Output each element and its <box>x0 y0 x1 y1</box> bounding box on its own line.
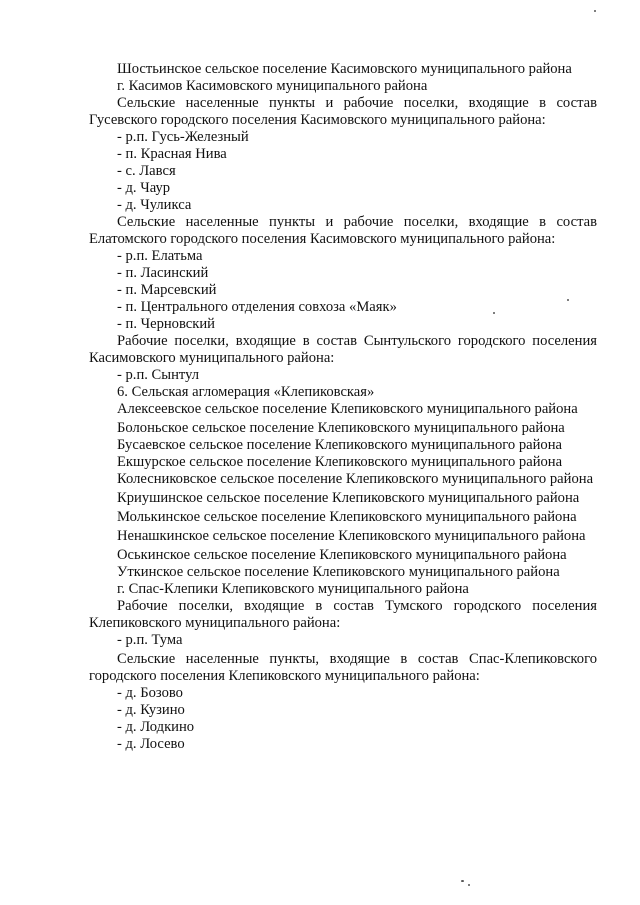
list-item: - д. Бозово <box>117 685 183 701</box>
doc-line: Молькинское сельское поселение Клепиковского муниципального района <box>117 509 577 525</box>
doc-line: Ненашкинское сельское поселение Клепиковского муниципального района <box>117 528 586 544</box>
doc-line: Рабочие поселки, входящие в состав Тумского городского поселения Клепиковского муниципального района: <box>89 598 597 631</box>
doc-line: г. Касимов Касимовского муниципального района <box>117 78 428 94</box>
list-item: - р.п. Гусь-Железный <box>117 129 249 145</box>
doc-line: Оськинское сельское поселение Клепиковского муниципального района <box>117 547 567 563</box>
list-item: - р.п. Сынтул <box>117 367 200 383</box>
scan-speck <box>468 884 470 886</box>
list-item: - п. Черновский <box>117 316 215 332</box>
doc-line: Шостьинское сельское поселение Касимовского муниципального района <box>117 61 572 77</box>
section-heading: 6. Сельская агломерация «Клепиковская» <box>117 384 375 400</box>
doc-line: Уткинское сельское поселение Клепиковского муниципального района <box>117 564 560 580</box>
list-item: - д. Чаур <box>117 180 171 196</box>
doc-line: Болоньское сельское поселение Клепиковского муниципального района <box>117 420 565 436</box>
list-item: - д. Чуликса <box>117 197 192 213</box>
doc-line: Бусаевское сельское поселение Клепиковского муниципального района <box>117 437 562 453</box>
scan-speck <box>567 299 569 301</box>
doc-line: Сельские населенные пункты и рабочие поселки, входящие в состав Гусевского городского поселения Касимовского муниципального района: <box>89 95 597 128</box>
list-item: - р.п. Тума <box>117 632 183 648</box>
document-page <box>89 61 597 753</box>
list-item: - п. Центрального отделения совхоза «Маяк» <box>117 299 397 315</box>
list-item: - п. Красная Нива <box>117 146 227 162</box>
scan-speck <box>594 10 596 12</box>
doc-line: г. Спас-Клепики Клепиковского муниципального района <box>117 581 469 597</box>
scan-speck <box>493 312 495 314</box>
list-item: - с. Лався <box>117 163 176 179</box>
scan-speck <box>461 880 464 882</box>
doc-line: Криушинское сельское поселение Клепиковского муниципального района <box>117 490 580 506</box>
doc-line: Колесниковское сельское поселение Клепиковского муниципального района <box>117 471 594 487</box>
list-item: - д. Лосево <box>117 736 185 752</box>
doc-line: Рабочие поселки, входящие в состав Сынтульского городского поселения Касимовского муниципального района: <box>89 333 597 366</box>
list-item: - р.п. Елатьма <box>117 248 203 264</box>
doc-line: Сельские населенные пункты и рабочие поселки, входящие в состав Елатомского городского поселения Касимовского муниципального района: <box>89 214 597 247</box>
list-item: - д. Лодкино <box>117 719 195 735</box>
list-item: - п. Марсевский <box>117 282 217 298</box>
list-item: - д. Кузино <box>117 702 185 718</box>
doc-line: Сельские населенные пункты, входящие в состав Спас-Клепиковского городского поселения Клепиковского муниципального района: <box>89 651 597 684</box>
list-item: - п. Ласинский <box>117 265 209 281</box>
doc-line: Алексеевское сельское поселение Клепиковского муниципального района <box>117 401 578 417</box>
doc-line: Екшурское сельское поселение Клепиковского муниципального района <box>117 454 563 470</box>
